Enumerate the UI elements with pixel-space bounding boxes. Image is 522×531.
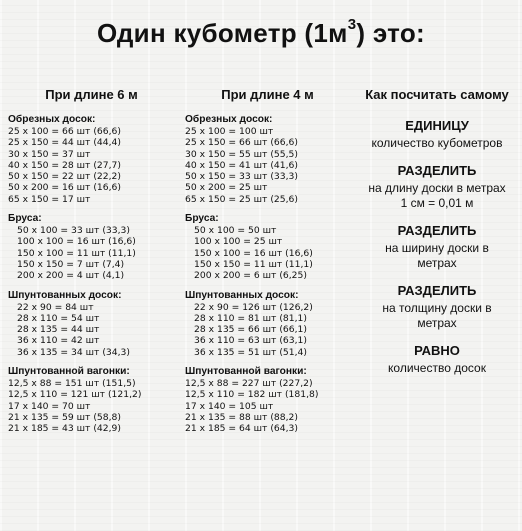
section [185,290,350,358]
step-text: количество кубометров [371,136,503,150]
list-item: 40 x 150 = 41 шт (41,6) [185,159,298,171]
section-title: Бруса: [8,213,42,225]
list-item: 22 x 90 = 84 шт [17,301,94,313]
step-title: РАЗДЕЛИТЬ [397,223,477,238]
list-item: 17 x 140 = 105 шт [185,400,274,412]
step-text: 1 см = 0,01 м [400,196,474,210]
list-item: 50 x 100 = 33 шт (33,3) [17,225,130,237]
step-text: на ширину доски в [385,241,489,255]
step-text: количество досок [388,361,486,375]
section-title: Бруса: [185,213,219,225]
section-title: Шпунтованных досок: [185,289,299,301]
step-title: РАЗДЕЛИТЬ [397,163,477,178]
list-item: 200 x 200 = 6 шт (6,25) [194,270,307,282]
column-header: Как посчитать самому [365,87,509,102]
section [8,114,183,205]
list-item: 12,5 x 88 = 151 шт (151,5) [8,378,136,390]
column-header: При длине 4 м [221,87,314,102]
list-item: 65 x 150 = 25 шт (25,6) [185,193,298,205]
list-item: 25 x 100 = 66 шт (66,6) [8,126,121,137]
list-item: 150 x 150 = 7 шт (7,4) [17,258,125,270]
list-item: 25 x 150 = 44 шт (44,4) [8,137,121,149]
list-item: 21 x 185 = 64 шт (64,3) [185,423,298,435]
step-title: РАВНО [414,343,460,358]
section [185,366,350,434]
step-text: метрах [417,316,457,330]
list-item: 150 x 150 = 11 шт (11,1) [194,258,313,270]
list-item: 30 x 150 = 55 шт (55,5) [185,148,298,160]
step-title: РАЗДЕЛИТЬ [397,283,477,298]
list-item: 21 x 135 = 59 шт (58,8) [8,411,121,423]
section-title: Шпунтованной вагонки: [8,366,130,378]
list-item: 12,5 x 110 = 121 шт (121,2) [8,389,142,401]
step-text: на толщину доски в [382,301,492,315]
column-header: При длине 6 м [45,87,138,102]
howto-step [352,343,522,376]
list-item: 150 x 100 = 16 шт (16,6) [194,247,313,259]
section-title: Обрезных досок: [185,114,273,125]
step-title: ЕДИНИЦУ [405,118,469,133]
list-item: 100 x 100 = 16 шт (16,6) [17,236,136,248]
section [185,213,350,281]
list-item: 36 x 110 = 63 шт (63,1) [194,335,307,347]
list-item: 28 x 110 = 81 шт (81,1) [194,312,307,324]
list-item: 36 x 135 = 34 шт (34,3) [17,346,130,358]
list-item: 17 x 140 = 70 шт [8,400,91,412]
howto-step [352,118,522,151]
list-item: 30 x 150 = 37 шт [8,148,91,160]
section [185,114,350,205]
section-title: Шпунтованной вагонки: [185,366,307,378]
page-title [0,18,522,49]
list-item: 28 x 110 = 54 шт [17,312,100,324]
list-item: 21 x 135 = 88 шт (88,2) [185,411,298,423]
column-howto [352,86,522,388]
title-superscript: 3 [347,16,357,33]
list-item: 100 x 100 = 25 шт [194,236,283,248]
list-item: 50 x 150 = 22 шт (22,2) [8,171,121,183]
column-length-6m [8,86,183,443]
list-item: 28 x 135 = 44 шт [17,324,100,336]
list-item: 50 x 200 = 16 шт (16,6) [8,182,121,194]
section-title: Обрезных досок: [8,114,96,125]
list-item: 21 x 185 = 43 шт (42,9) [8,423,121,435]
list-item: 12,5 x 88 = 227 шт (227,2) [185,378,313,390]
step-text: на длину доски в метрах [368,181,506,195]
list-item: 36 x 110 = 42 шт [17,335,100,347]
list-item: 36 x 135 = 51 шт (51,4) [194,346,307,358]
column-length-4m [185,86,350,443]
list-item: 50 x 150 = 33 шт (33,3) [185,171,298,183]
list-item: 12,5 x 110 = 182 шт (181,8) [185,389,319,401]
step-text: метрах [417,256,457,270]
howto-step [352,283,522,331]
howto-step [352,163,522,211]
list-item: 200 x 200 = 4 шт (4,1) [17,270,125,282]
list-item: 150 x 100 = 11 шт (11,1) [17,247,136,259]
list-item: 50 x 100 = 50 шт [194,225,277,237]
title-main: Один кубометр (1м [96,18,348,48]
section [8,213,183,281]
list-item: 50 x 200 = 25 шт [185,182,268,194]
list-item: 40 x 150 = 28 шт (27,7) [8,159,121,171]
howto-step [352,223,522,271]
section-title: Шпунтованных досок: [8,289,122,301]
list-item: 25 x 100 = 100 шт [185,126,274,137]
title-end: ) это: [356,18,425,48]
list-item: 65 x 150 = 17 шт [8,193,91,205]
section [8,366,183,434]
list-item: 22 x 90 = 126 шт (126,2) [194,301,313,313]
list-item: 28 x 135 = 66 шт (66,1) [194,324,307,336]
section [8,290,183,358]
list-item: 25 x 150 = 66 шт (66,6) [185,137,298,149]
